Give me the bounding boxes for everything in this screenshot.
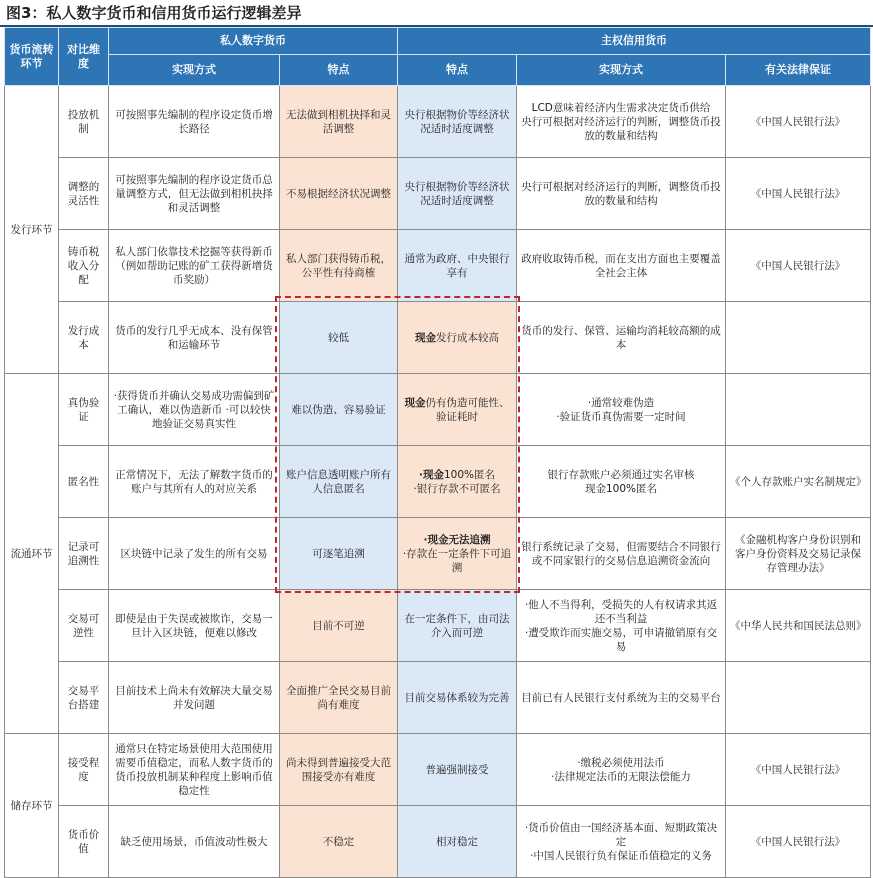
row-dimension: 调整的灵活性 — [59, 158, 109, 230]
table-row — [5, 518, 871, 590]
sovereign-feature: 相对稳定 — [398, 806, 517, 878]
table-row — [5, 86, 871, 158]
private-method: ·获得货币并确认交易成功需偏到矿工确认，难以伪造新币 ·可以较快地验证交易真实性 — [109, 374, 280, 446]
header-stage: 货币流转环节 — [5, 28, 59, 86]
sovereign-feature: 在一定条件下，由司法介入而可逆 — [398, 590, 517, 662]
legal-basis — [726, 302, 871, 374]
private-feature: 不稳定 — [280, 806, 398, 878]
stage-circulation: 流通环节 — [5, 374, 59, 734]
sovereign-feature: 央行根据物价等经济状况适时适度调整 — [398, 86, 517, 158]
table-row — [5, 446, 871, 518]
row-dimension: 记录可追溯性 — [59, 518, 109, 590]
sovereign-feature-emphasis: ·现金无法追溯 — [423, 533, 491, 546]
sovereign-feature-text: 仍有伪造可能性、验证耗时 — [425, 396, 510, 423]
sovereign-feature-text: 发行成本较高 — [436, 331, 499, 344]
legal-basis: 《中国人民银行法》 — [726, 230, 871, 302]
legal-basis: 《中国人民银行法》 — [726, 806, 871, 878]
private-method: 即使是由于失误或被欺诈，交易一旦计入区块链，便难以修改 — [109, 590, 280, 662]
sovereign-feature: 普遍强制接受 — [398, 734, 517, 806]
sovereign-method — [517, 590, 726, 662]
legal-basis: 《中国人民银行法》 — [726, 158, 871, 230]
table-row — [5, 230, 871, 302]
sovereign-method-line: ·遭受欺诈而实施交易，可申请撤销原有交易 — [524, 626, 718, 653]
sovereign-method-line: 货币的发行、保管、运输均消耗较高额的成本 — [521, 324, 721, 351]
sovereign-method-line: ·中国人民银行负有保证币值稳定的义务 — [530, 849, 712, 862]
row-dimension: 交易可逆性 — [59, 590, 109, 662]
header-private-method: 实现方式 — [109, 55, 280, 86]
sovereign-feature: 目前交易体系较为完善 — [398, 662, 517, 734]
sovereign-feature-emphasis: ·现金 — [418, 468, 444, 481]
private-feature: 较低 — [280, 302, 398, 374]
header-dimension: 对比维度 — [59, 28, 109, 86]
private-method: 货币的发行几乎无成本、没有保管和运输环节 — [109, 302, 280, 374]
sovereign-method — [517, 86, 726, 158]
sovereign-feature-text: 100%匿名 — [443, 468, 496, 481]
private-method: 目前技术上尚未有效解决大量交易并发问题 — [109, 662, 280, 734]
legal-basis: 《中华人民共和国民法总则》 — [726, 590, 871, 662]
private-feature: 尚未得到普遍接受大范围接受亦有难度 — [280, 734, 398, 806]
header-sovereign-method: 实现方式 — [517, 55, 726, 86]
private-feature: 无法做到相机抉择和灵活调整 — [280, 86, 398, 158]
sovereign-feature — [398, 302, 517, 374]
sovereign-method-line: 政府收取铸币税，而在支出方面也主要覆盖全社会主体 — [521, 252, 721, 279]
header-legal: 有关法律保证 — [726, 55, 871, 86]
legal-basis: 《金融机构客户身份识别和客户身份资料及交易记录保存管理办法》 — [726, 518, 871, 590]
row-dimension: 货币价值 — [59, 806, 109, 878]
sovereign-method — [517, 518, 726, 590]
comparison-table — [4, 27, 871, 878]
private-method: 可按照事先编制的程序设定货币增长路径 — [109, 86, 280, 158]
sovereign-method-line: 央行可根据对经济运行的判断，调整货币投放的数量和结构 — [521, 180, 721, 207]
table-row — [5, 806, 871, 878]
sovereign-method-line: ·他人不当得利，受损失的人有权请求其返还不当利益 — [524, 598, 718, 625]
sovereign-feature — [398, 518, 517, 590]
table-row — [5, 374, 871, 446]
private-feature: 全面推广全民交易目前尚有难度 — [280, 662, 398, 734]
sovereign-feature — [398, 374, 517, 446]
table-row — [5, 734, 871, 806]
sovereign-feature-emphasis: 现金 — [404, 396, 426, 409]
private-feature: 私人部门获得铸币税，公平性有待商榷 — [280, 230, 398, 302]
private-feature: 账户信息透明账户所有人信息匿名 — [280, 446, 398, 518]
sovereign-method-line: 银行存款账户必须通过实名审核 — [547, 468, 695, 481]
sovereign-method-line: ·验证货币真伪需要一定时间 — [556, 410, 686, 423]
sovereign-method — [517, 662, 726, 734]
sovereign-method-line: ·缴税必须使用法币 — [577, 756, 665, 769]
row-dimension: 接受程度 — [59, 734, 109, 806]
private-feature: 可逐笔追溯 — [280, 518, 398, 590]
legal-basis: 《中国人民银行法》 — [726, 86, 871, 158]
header-sovereign-group: 主权信用货币 — [398, 28, 871, 55]
sovereign-method — [517, 446, 726, 518]
private-method: 通常只在特定场景使用大范围使用需要币值稳定，而私人数字货币的货币投放机制某种程度上影响币值稳定性 — [109, 734, 280, 806]
sovereign-method-line: 银行系统记录了交易，但需要结合不同银行或不同家银行的交易信息追溯资金流向 — [521, 540, 721, 567]
sovereign-feature-emphasis: 现金 — [415, 331, 436, 344]
sovereign-feature: 通常为政府、中央银行享有 — [398, 230, 517, 302]
sovereign-method — [517, 158, 726, 230]
private-method: 区块链中记录了发生的所有交易 — [109, 518, 280, 590]
private-method: 私人部门依靠技术挖掘等获得新币（例如帮助记账的矿工获得新增货币奖励） — [109, 230, 280, 302]
sovereign-feature-text: ·存款在一定条件下可追溯 — [402, 547, 512, 574]
figure-title: 图3：私人数字货币和信用货币运行逻辑差异 — [6, 4, 302, 22]
table-row — [5, 590, 871, 662]
row-dimension: 真伪验证 — [59, 374, 109, 446]
sovereign-method — [517, 806, 726, 878]
sovereign-method-line: ·法律规定法币的无限法偿能力 — [551, 770, 691, 783]
sovereign-method — [517, 734, 726, 806]
sovereign-method-line: 目前已有人民银行支付系统为主的交易平台 — [521, 691, 721, 704]
sovereign-method-line: 现金100%匿名 — [584, 482, 658, 495]
stage-storage: 储存环节 — [5, 734, 59, 878]
private-method: 缺乏使用场景，币值波动性极大 — [109, 806, 280, 878]
row-dimension: 铸币税收入分配 — [59, 230, 109, 302]
legal-basis — [726, 374, 871, 446]
legal-basis — [726, 662, 871, 734]
sovereign-method-line: ·通常较难伪造 — [587, 396, 655, 409]
header-private-group: 私人数字货币 — [109, 28, 398, 55]
header-sovereign-feature: 特点 — [398, 55, 517, 86]
sovereign-feature: 央行根据物价等经济状况适时适度调整 — [398, 158, 517, 230]
private-feature: 不易根据经济状况调整 — [280, 158, 398, 230]
sovereign-method — [517, 230, 726, 302]
sovereign-method-line: LCD意味着经济内生需求决定货币供给 — [531, 101, 711, 114]
table-row — [5, 662, 871, 734]
sovereign-method — [517, 302, 726, 374]
sovereign-method — [517, 374, 726, 446]
private-method: 正常情况下，无法了解数字货币的账户与其所有人的对应关系 — [109, 446, 280, 518]
row-dimension: 投放机制 — [59, 86, 109, 158]
table-row — [5, 158, 871, 230]
private-method: 可按照事先编制的程序设定货币总量调整方式，但无法做到相机抉择和灵活调整 — [109, 158, 280, 230]
sovereign-method-line: ·货币价值由一国经济基本面、短期政策决定 — [524, 821, 718, 848]
row-dimension: 匿名性 — [59, 446, 109, 518]
table-row — [5, 302, 871, 374]
legal-basis: 《中国人民银行法》 — [726, 734, 871, 806]
row-dimension: 交易平台搭建 — [59, 662, 109, 734]
stage-issue: 发行环节 — [5, 86, 59, 374]
private-feature: 难以伪造、容易验证 — [280, 374, 398, 446]
private-feature: 目前不可逆 — [280, 590, 398, 662]
row-dimension: 发行成本 — [59, 302, 109, 374]
sovereign-feature-line: ·银行存款不可匿名 — [413, 482, 501, 495]
sovereign-method-line: 央行可根据对经济运行的判断，调整货币投放的数量和结构 — [521, 115, 721, 142]
header-private-feature: 特点 — [280, 55, 398, 86]
legal-basis: 《个人存款账户实名制规定》 — [726, 446, 871, 518]
sovereign-feature — [398, 446, 517, 518]
